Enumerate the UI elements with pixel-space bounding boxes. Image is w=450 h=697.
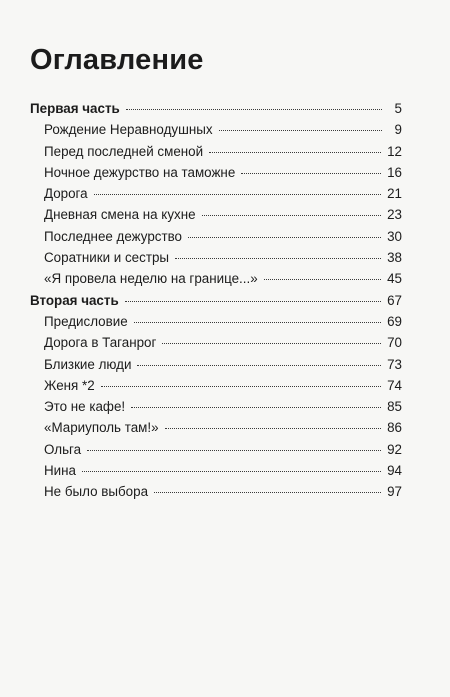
- toc-label: Не было выбора: [44, 484, 149, 500]
- dot-leader: [94, 194, 381, 195]
- page-title: Оглавление: [30, 44, 204, 76]
- dot-leader: [154, 492, 381, 493]
- toc-label: Дорога в Таганрог: [44, 335, 157, 351]
- toc-page-number: 38: [387, 250, 402, 266]
- toc-entry-row: [30, 183, 402, 204]
- toc-entry-row: [30, 481, 402, 502]
- dot-leader: [126, 109, 382, 110]
- toc-entry-row: [30, 141, 402, 162]
- toc-page-number: 12: [387, 143, 402, 159]
- toc-entry-row: [30, 460, 402, 481]
- toc-entry-row: [30, 247, 402, 268]
- toc-entry-row: [30, 439, 402, 460]
- dot-leader: [162, 343, 381, 344]
- toc-label: Дорога: [44, 186, 88, 202]
- dot-leader: [219, 130, 382, 131]
- toc-entry-row: [30, 204, 402, 225]
- toc-entry-row: [30, 396, 402, 417]
- toc-entry-row: [30, 268, 402, 289]
- dot-leader: [264, 279, 381, 280]
- dot-leader: [134, 322, 381, 323]
- toc-label: Нина: [44, 463, 76, 479]
- toc-entry-row: [30, 226, 402, 247]
- toc-label: Это не кафе!: [44, 399, 126, 415]
- dot-leader: [165, 428, 382, 429]
- toc-page-number: 73: [387, 356, 402, 372]
- toc-label: Ночное дежурство на таможне: [44, 164, 236, 180]
- toc-entry-row: [30, 417, 402, 438]
- toc-page-number: 86: [387, 420, 402, 436]
- toc-page-number: 97: [387, 484, 402, 500]
- toc-label: Близкие люди: [44, 356, 132, 372]
- toc-page-number: 23: [387, 207, 402, 223]
- dot-leader: [202, 215, 382, 216]
- toc-label: Женя *2: [44, 377, 95, 393]
- toc-page-number: 30: [387, 228, 402, 244]
- toc-label: Первая часть: [30, 101, 120, 116]
- toc-label: Предисловие: [44, 313, 128, 329]
- toc-entry-row: [30, 162, 402, 183]
- dot-leader: [188, 237, 381, 238]
- toc-label: «Мариуполь там!»: [44, 420, 159, 436]
- dot-leader: [125, 301, 381, 302]
- dot-leader: [175, 258, 381, 259]
- toc-label: Дневная смена на кухне: [44, 207, 196, 223]
- toc-page-number: 67: [387, 292, 402, 308]
- toc-entry-row: [30, 119, 402, 140]
- toc-entry-row: [30, 375, 402, 396]
- toc-label: Соратники и сестры: [44, 250, 170, 266]
- toc-entry-row: [30, 311, 402, 332]
- toc-page-number: 70: [387, 335, 402, 351]
- toc-label: Ольга: [44, 441, 82, 457]
- toc-page-number: 9: [394, 122, 402, 138]
- toc-label: Перед последней сменой: [44, 143, 204, 159]
- toc-page-number: 16: [387, 164, 402, 180]
- dot-leader: [209, 152, 381, 153]
- toc-label: «Я провела неделю на границе...»: [44, 271, 258, 287]
- toc-entry-row: [30, 354, 402, 375]
- toc-page-number: 74: [387, 377, 402, 393]
- table-of-contents: [30, 98, 402, 503]
- toc-page-number: 85: [387, 399, 402, 415]
- toc-page-number: 92: [387, 441, 402, 457]
- toc-page-number: 21: [387, 186, 402, 202]
- toc-section-row: [30, 290, 402, 311]
- toc-page-number: 94: [387, 463, 402, 479]
- toc-page-number: 45: [387, 271, 402, 287]
- toc-page-number: 69: [387, 313, 402, 329]
- dot-leader: [131, 407, 381, 408]
- toc-label: Вторая часть: [30, 292, 119, 308]
- dot-leader: [87, 450, 381, 451]
- toc-entry-row: [30, 332, 402, 353]
- toc-section-row: [30, 98, 402, 119]
- dot-leader: [82, 471, 381, 472]
- dot-leader: [101, 386, 381, 387]
- toc-label: Последнее дежурство: [44, 228, 183, 244]
- dot-leader: [241, 173, 381, 174]
- dot-leader: [137, 365, 381, 366]
- toc-label: Рождение Неравнодушных: [44, 122, 213, 138]
- toc-page-number: 5: [394, 101, 402, 116]
